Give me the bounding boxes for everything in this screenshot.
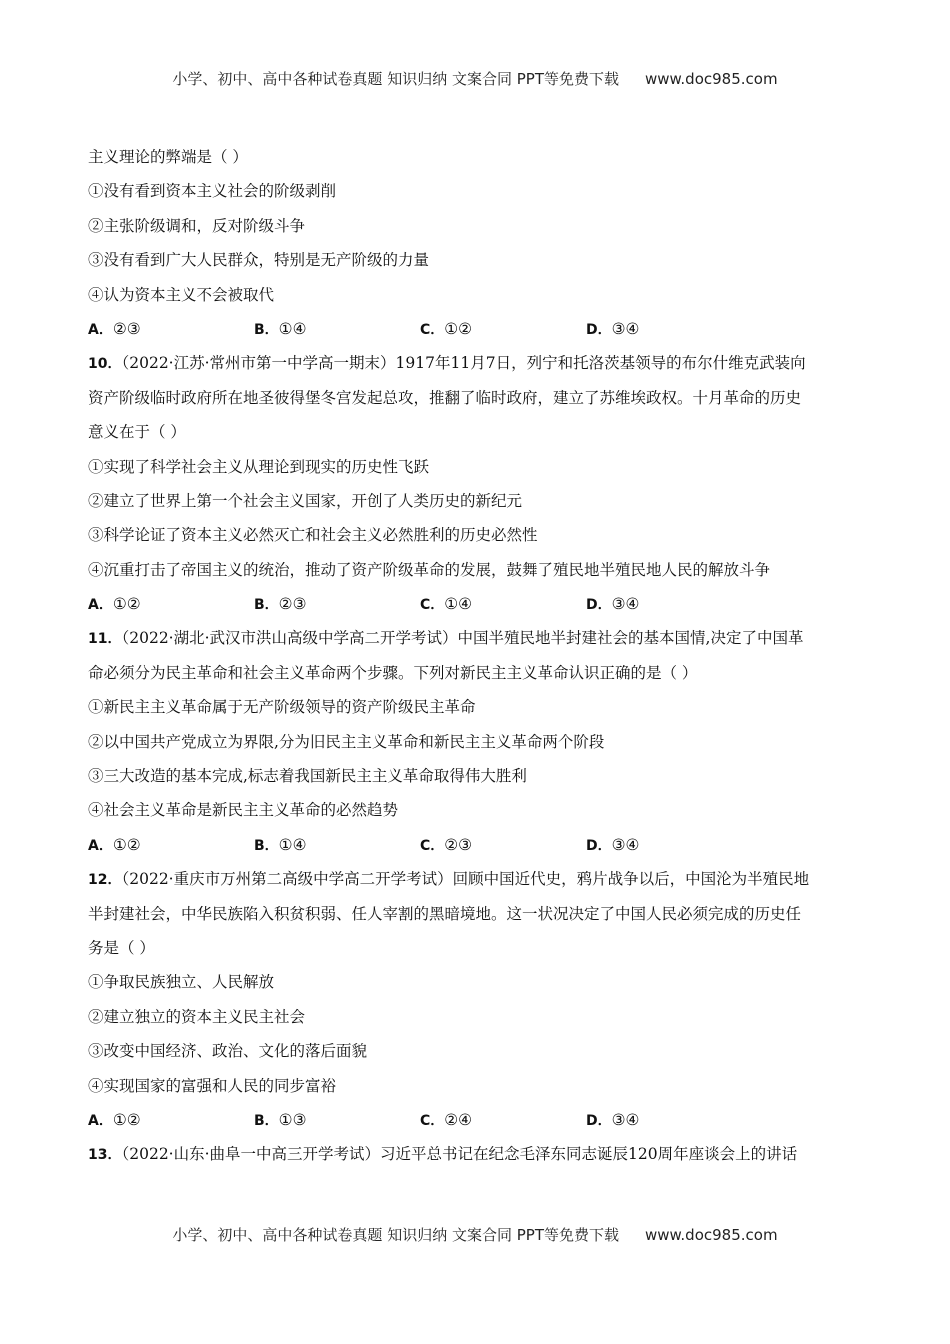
footer-url[interactable]: www.doc985.com <box>644 1226 778 1244</box>
option-d[interactable]: D．③④ <box>586 319 640 338</box>
statement-item: ③三大改造的基本完成,标志着我国新民主主义革命取得伟大胜利 <box>88 767 527 786</box>
question-stem: 半封建社会，中华民族陷入积贫积弱、任人宰割的黑暗境地。这一状况决定了中国人民必须完成的历史任 <box>88 904 802 923</box>
question-stem: 10．（2022·江苏·常州市第一中学高一期末）1917年11月7日，列宁和托洛茨基领导的布尔什维克武装向 <box>88 354 806 373</box>
statement-item: ①争取民族独立、人民解放 <box>88 973 275 992</box>
statement-item: ②建立独立的资本主义民主社会 <box>88 1007 306 1026</box>
option-d[interactable]: D．③④ <box>586 595 640 614</box>
question-10 <box>88 346 868 621</box>
option-c[interactable]: C．②③ <box>420 835 473 854</box>
question-stem: 意义在于（ ） <box>88 423 186 442</box>
question-9 <box>88 140 868 346</box>
option-b[interactable]: B．①③ <box>254 1110 307 1129</box>
option-c[interactable]: C．①④ <box>420 595 473 614</box>
statement-item: ③没有看到广大人民群众，特别是无产阶级的力量 <box>88 251 430 270</box>
answer-options <box>88 587 868 621</box>
page-header <box>0 68 950 89</box>
statement-item: ①没有看到资本主义社会的阶级剥削 <box>88 182 337 201</box>
header-text: 小学、初中、高中各种试卷真题 知识归纳 文案合同 PPT等免费下载 <box>172 70 619 88</box>
option-b[interactable]: B．①④ <box>254 835 307 854</box>
statement-item: ②以中国共产党成立为界限,分为旧民主主义革命和新民主主义革命两个阶段 <box>88 732 605 751</box>
option-a[interactable]: A．①② <box>88 595 141 614</box>
option-d[interactable]: D．③④ <box>586 835 640 854</box>
statement-item: ②建立了世界上第一个社会主义国家，开创了人类历史的新纪元 <box>88 491 523 510</box>
answer-options <box>88 312 868 346</box>
page-footer <box>0 1224 950 1245</box>
statement-item: ④认为资本主义不会被取代 <box>88 285 275 304</box>
option-c[interactable]: C．②④ <box>420 1110 473 1129</box>
statement-item: ③改变中国经济、政治、文化的落后面貌 <box>88 1042 368 1061</box>
question-stem: 11．（2022·湖北·武汉市洪山高级中学高二开学考试）中国半殖民地半封建社会的基本国情,决定了中国革 <box>88 629 804 648</box>
option-b[interactable]: B．①④ <box>254 319 307 338</box>
question-stem: 12．（2022·重庆市万州第二高级中学高二开学考试）回顾中国近代史，鸦片战争以后，中国沦为半殖民地 <box>88 870 810 889</box>
question-stem: 命必须分为民主革命和社会主义革命两个步骤。下列对新民主主义革命认识正确的是（ ） <box>88 663 698 682</box>
option-d[interactable]: D．③④ <box>586 1110 640 1129</box>
question-stem: 13．（2022·山东·曲阜一中高三开学考试）习近平总书记在纪念毛泽东同志诞辰120周年座谈会上的讲话 <box>88 1145 798 1164</box>
question-11 <box>88 621 868 862</box>
option-a[interactable]: A．①② <box>88 1110 141 1129</box>
footer-text: 小学、初中、高中各种试卷真题 知识归纳 文案合同 PPT等免费下载 <box>172 1226 619 1244</box>
statement-item: ③科学论证了资本主义必然灭亡和社会主义必然胜利的历史必然性 <box>88 526 538 545</box>
answer-options <box>88 1103 868 1137</box>
question-number: 10． <box>88 356 122 373</box>
statement-item: ①实现了科学社会主义从理论到现实的历史性飞跃 <box>88 457 430 476</box>
answer-options <box>88 828 868 862</box>
option-a[interactable]: A．①② <box>88 835 141 854</box>
option-b[interactable]: B．②③ <box>254 595 307 614</box>
option-c[interactable]: C．①② <box>420 319 473 338</box>
statement-item: ①新民主主义革命属于无产阶级领导的资产阶级民主革命 <box>88 698 476 717</box>
question-stem: 主义理论的弊端是（ ） <box>88 148 248 166</box>
question-number: 13． <box>88 1147 122 1164</box>
option-a[interactable]: A．②③ <box>88 319 141 338</box>
question-number: 11． <box>88 631 122 648</box>
question-13 <box>88 1137 868 1171</box>
exam-content <box>88 140 868 1172</box>
question-number: 12． <box>88 872 122 889</box>
statement-item: ④社会主义革命是新民主主义革命的必然趋势 <box>88 801 399 820</box>
statement-item: ②主张阶级调和，反对阶级斗争 <box>88 216 306 235</box>
question-stem: 务是（ ） <box>88 938 155 957</box>
question-12 <box>88 862 868 1137</box>
header-url[interactable]: www.doc985.com <box>644 70 778 88</box>
statement-item: ④实现国家的富强和人民的同步富裕 <box>88 1076 337 1095</box>
question-stem: 资产阶级临时政府所在地圣彼得堡冬宫发起总攻，推翻了临时政府，建立了苏维埃政权。十月革命的历史 <box>88 388 802 407</box>
statement-item: ④沉重打击了帝国主义的统治，推动了资产阶级革命的发展，鼓舞了殖民地半殖民地人民的解放斗争 <box>88 560 771 579</box>
